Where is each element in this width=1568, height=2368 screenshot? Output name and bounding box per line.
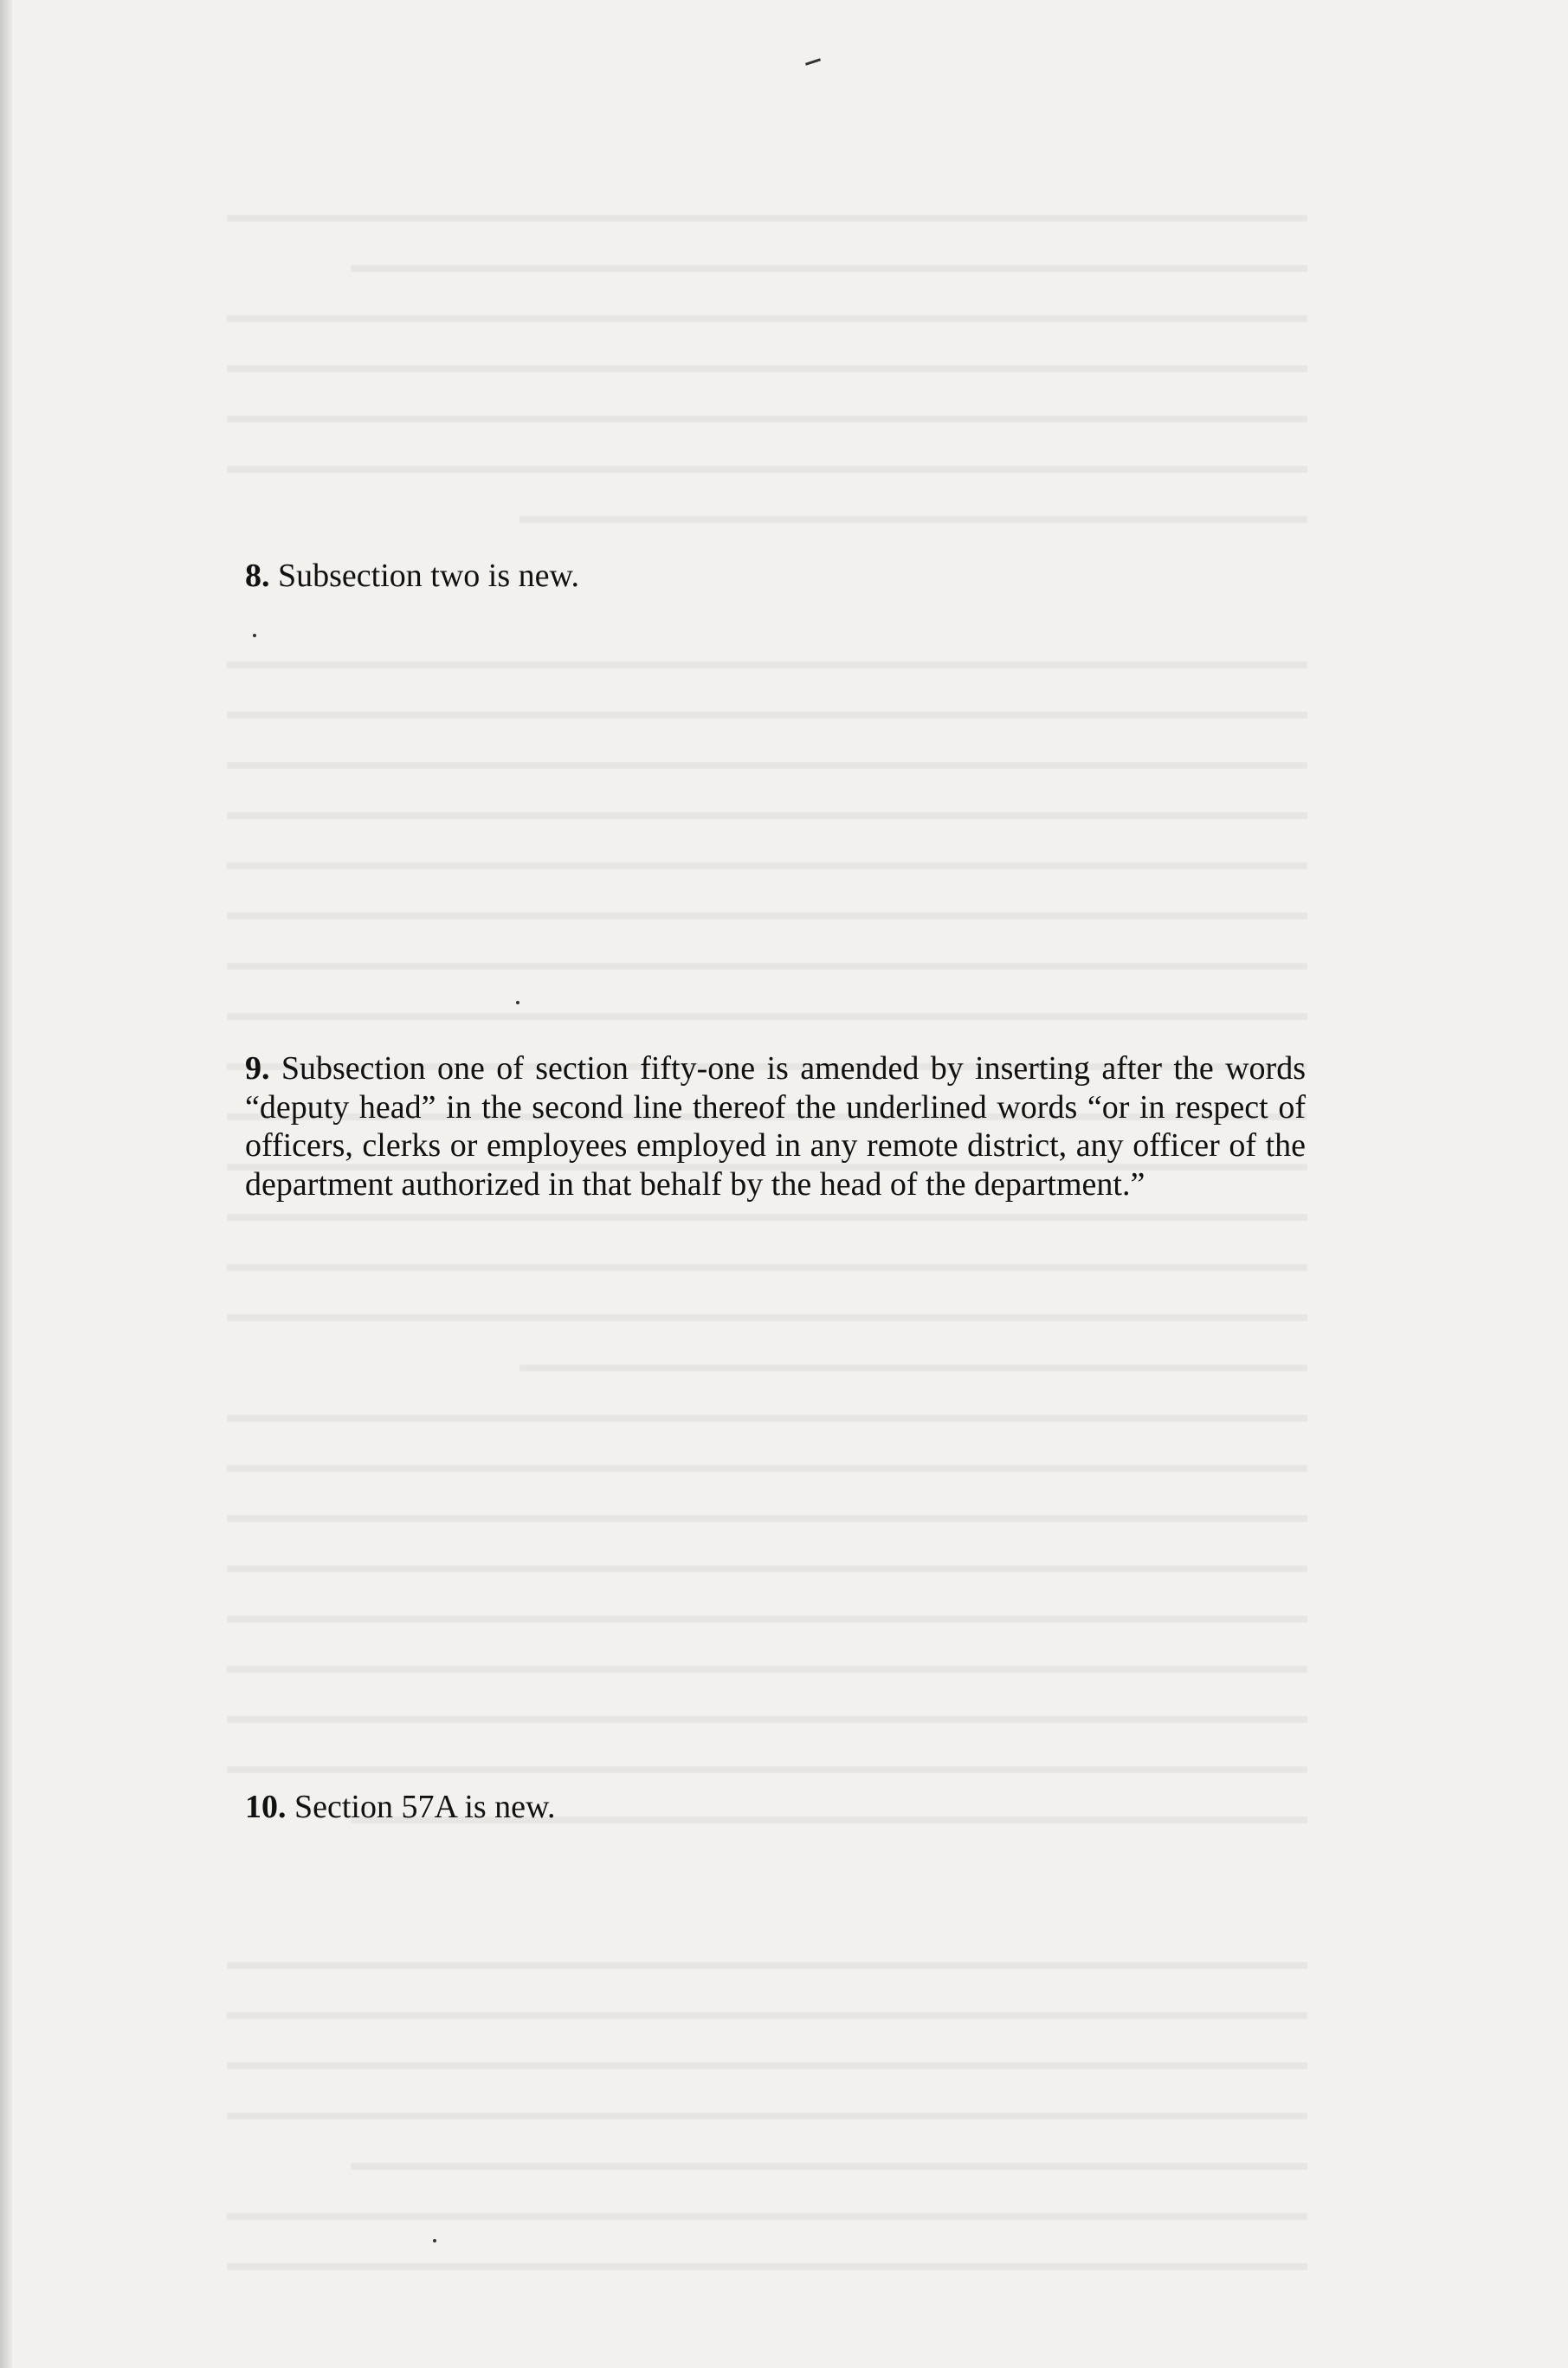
ink-speck (433, 2239, 436, 2242)
entry-number: 8. (245, 558, 270, 594)
entry-text: Subsection two is new. (278, 558, 579, 594)
pen-mark (805, 58, 821, 65)
bleed-through-page-number (745, 113, 771, 147)
note-entry-8 (245, 557, 1306, 596)
note-entry-10 (245, 1788, 1306, 1827)
ink-speck (516, 1001, 519, 1004)
entry-number: 10. (245, 1789, 287, 1825)
entry-number: 9. (245, 1050, 270, 1087)
entry-text: Subsection one of section fifty-one is amended by inserting after the words “deputy head” in the second line thereof the underlined words “or in respect of officers, clerks or employees employed in any remote district, any officer of the department authorized in that behalf by the head of the department.” (245, 1050, 1307, 1203)
page-edge-shadow (0, 0, 12, 2368)
note-entry-9 (245, 1049, 1306, 1203)
entry-text: Section 57A is new. (294, 1789, 556, 1825)
bleed-through-text (182, 173, 1307, 2294)
ink-speck (253, 634, 256, 637)
